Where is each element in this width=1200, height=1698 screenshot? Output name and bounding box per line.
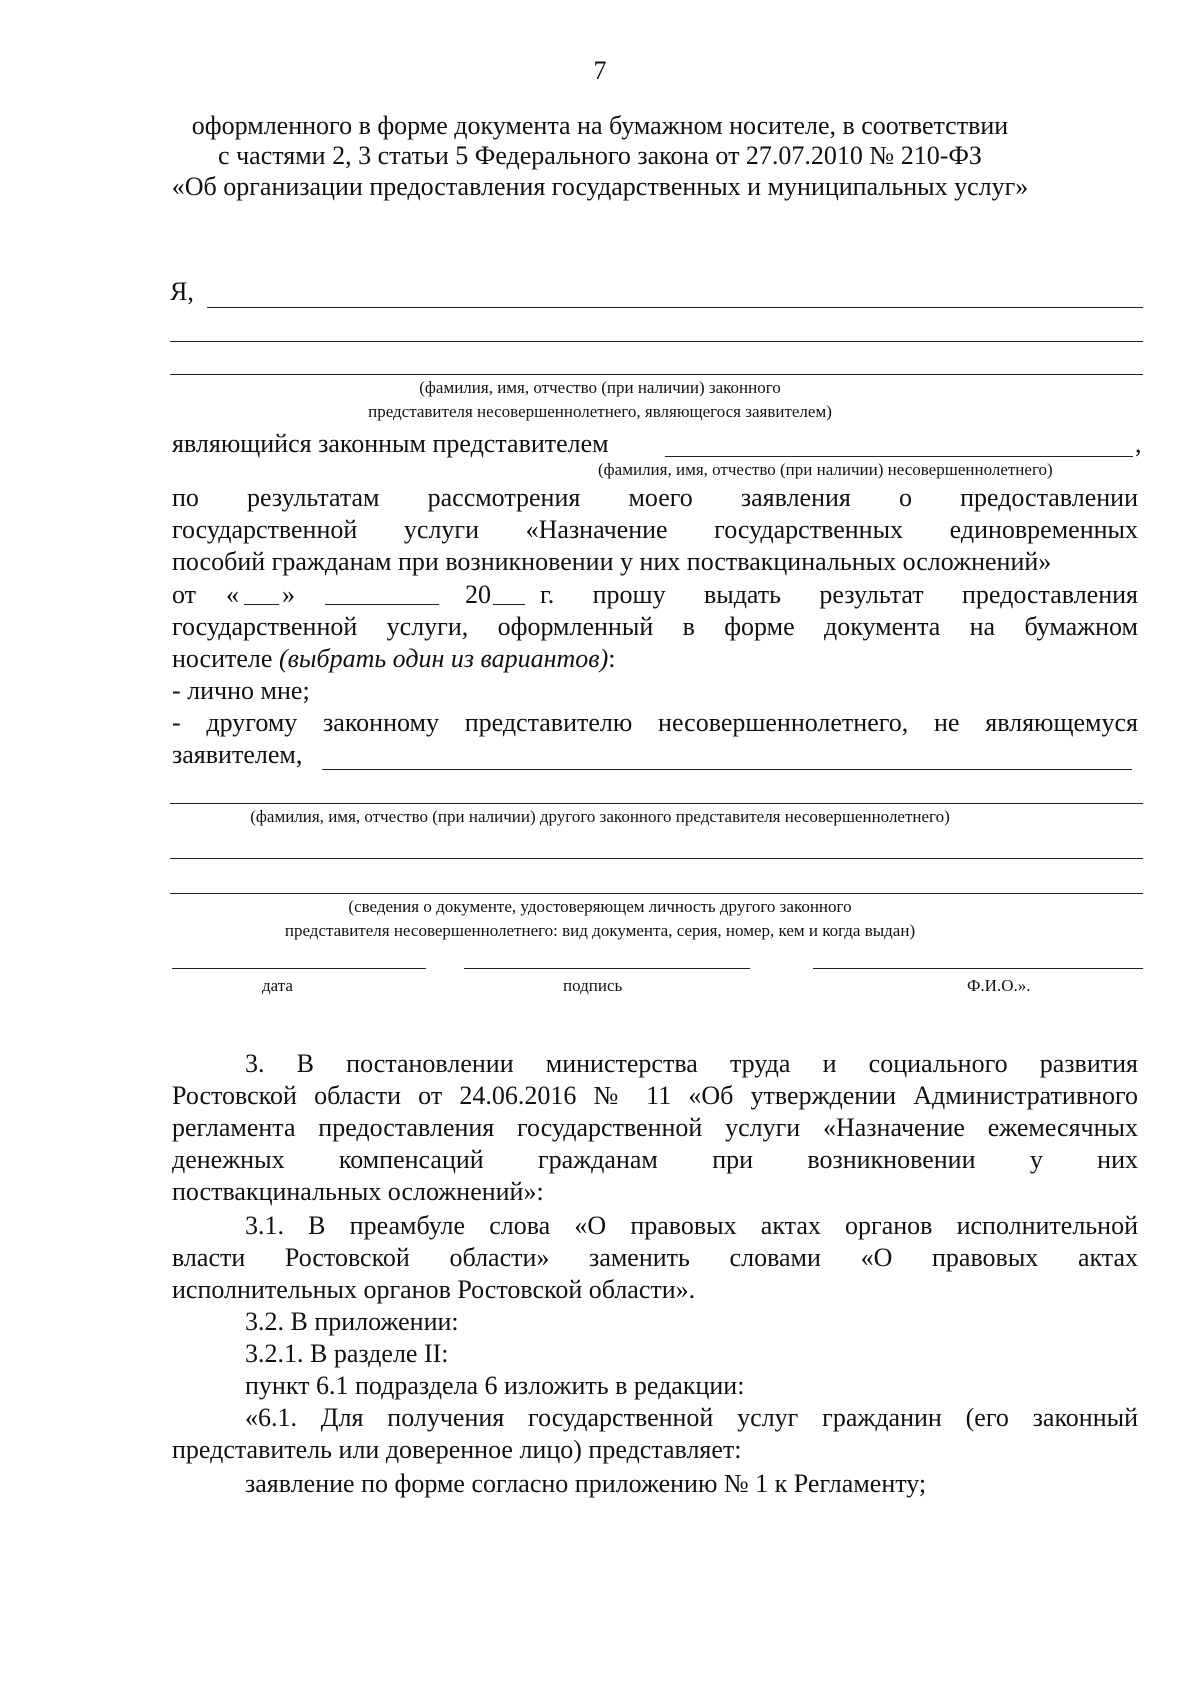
sig-signature-label: подпись [563, 976, 623, 995]
rep-label: являющийся законным представителем [172, 429, 609, 458]
applicant-prefix: Я, [170, 277, 194, 306]
p31-line-2: власти Ростовской области» заменить словами «О правовых актах [172, 1243, 1138, 1272]
header-line-1: оформленного в форме документа на бумажном носителе, в соответствии [191, 111, 1009, 140]
date-close-quote: » [282, 580, 295, 609]
p321: 3.2.1. В разделе II: [245, 1339, 449, 1368]
choose-variant-note: (выбрать один из вариантов) [278, 644, 609, 673]
option-other-rep: - другому законному представителю несовершеннолетнего, не являющемуся [172, 708, 1138, 737]
para-line-3: пособий гражданам при возникновении у них поствакцинальных осложнений» [172, 547, 1052, 576]
date-suffix: г. прошу выдать результат предоставления [540, 580, 1138, 609]
date-signature-line [172, 968, 426, 969]
p61-line-1: «6.1. Для получения государственной услуг гражданин (его законный [245, 1403, 1138, 1432]
caption-other-rep: (фамилия, имя, отчество (при наличии) другого законного представителя несовершеннолетнего) [250, 807, 950, 826]
para-line-1: по результатам рассмотрения моего заявления о предоставлении [172, 483, 1138, 512]
sig-fio-label: Ф.И.О.». [967, 976, 1031, 995]
page-number: 7 [593, 56, 607, 85]
p3-line-1: 3. В постановлении министерства труда и социального развития [245, 1049, 1138, 1078]
caption-applicant-2: представителя несовершеннолетнего, являющегося заявителем) [368, 402, 832, 421]
para-line-6-text: носителе [172, 644, 279, 673]
p-last: заявление по форме согласно приложению № 1 к Регламенту; [245, 1469, 927, 1498]
p32: 3.2. В приложении: [245, 1307, 459, 1336]
doc-info-line-2 [170, 893, 1143, 894]
date-day-blank [244, 604, 279, 605]
sig-date-label: дата [262, 976, 293, 995]
para-line-5: государственной услуги, оформленный в форме документа на бумажном [172, 612, 1138, 641]
minor-name-line [665, 456, 1133, 457]
signature-line [464, 968, 750, 969]
other-rep-line-2 [170, 803, 1143, 804]
p3-line-3: регламента предоставления государственной услуги «Назначение ежемесячных [172, 1113, 1138, 1142]
header-line-2: с частями 2, 3 статьи 5 Федерального закона от 27.07.2010 № 210-ФЗ [218, 141, 982, 170]
date-year-blank [493, 604, 525, 605]
p-punkt: пункт 6.1 подраздела 6 изложить в редакции: [245, 1371, 745, 1400]
applicant-name-line-2 [170, 341, 1143, 342]
date-month-blank [325, 604, 439, 605]
p61-line-2: представитель или доверенное лицо) представляет: [172, 1435, 742, 1464]
caption-doc-2: представителя несовершеннолетнего: вид документа, серия, номер, кем и когда выдан) [284, 921, 916, 940]
rep-comma: , [1135, 429, 1142, 458]
other-rep-line-1 [322, 769, 1132, 770]
p31-line-3: исполнительных органов Ростовской области». [172, 1275, 696, 1304]
para-line-6 [172, 643, 616, 675]
p3-line-4: денежных компенсаций гражданам при возникновении у них [172, 1145, 1138, 1174]
caption-applicant-1: (фамилия, имя, отчество (при наличии) законного [419, 378, 781, 397]
date-open-quote: « [226, 580, 239, 609]
caption-minor: (фамилия, имя, отчество (при наличии) несовершеннолетнего) [598, 460, 1053, 479]
option-personally: - лично мне; [172, 676, 310, 705]
applicant-name-line-1 [207, 307, 1143, 308]
p3-line-5: поствакцинальных осложнений»: [172, 1177, 544, 1206]
date-year-prefix: 20 [465, 580, 491, 609]
para-line-2: государственной услуги «Назначение государственных единовременных [172, 515, 1138, 544]
applicant-name-line-3 [170, 374, 1143, 375]
caption-doc-1: (сведения о документе, удостоверяющем личность другого законного [348, 897, 852, 916]
p3-line-2: Ростовской области от 24.06.2016 № 11 «Об утверждении Административного [172, 1081, 1138, 1110]
doc-info-line-1 [170, 858, 1143, 859]
header-line-3: «Об организации предоставления государственных и муниципальных услуг» [171, 172, 1029, 201]
para-line-6-colon: : [608, 644, 616, 673]
fio-signature-line [813, 968, 1143, 969]
p31-line-1: 3.1. В преамбуле слова «О правовых актах органов исполнительной [245, 1211, 1138, 1240]
applicant-label: заявителем, [172, 740, 303, 769]
date-ot: от [172, 580, 197, 609]
